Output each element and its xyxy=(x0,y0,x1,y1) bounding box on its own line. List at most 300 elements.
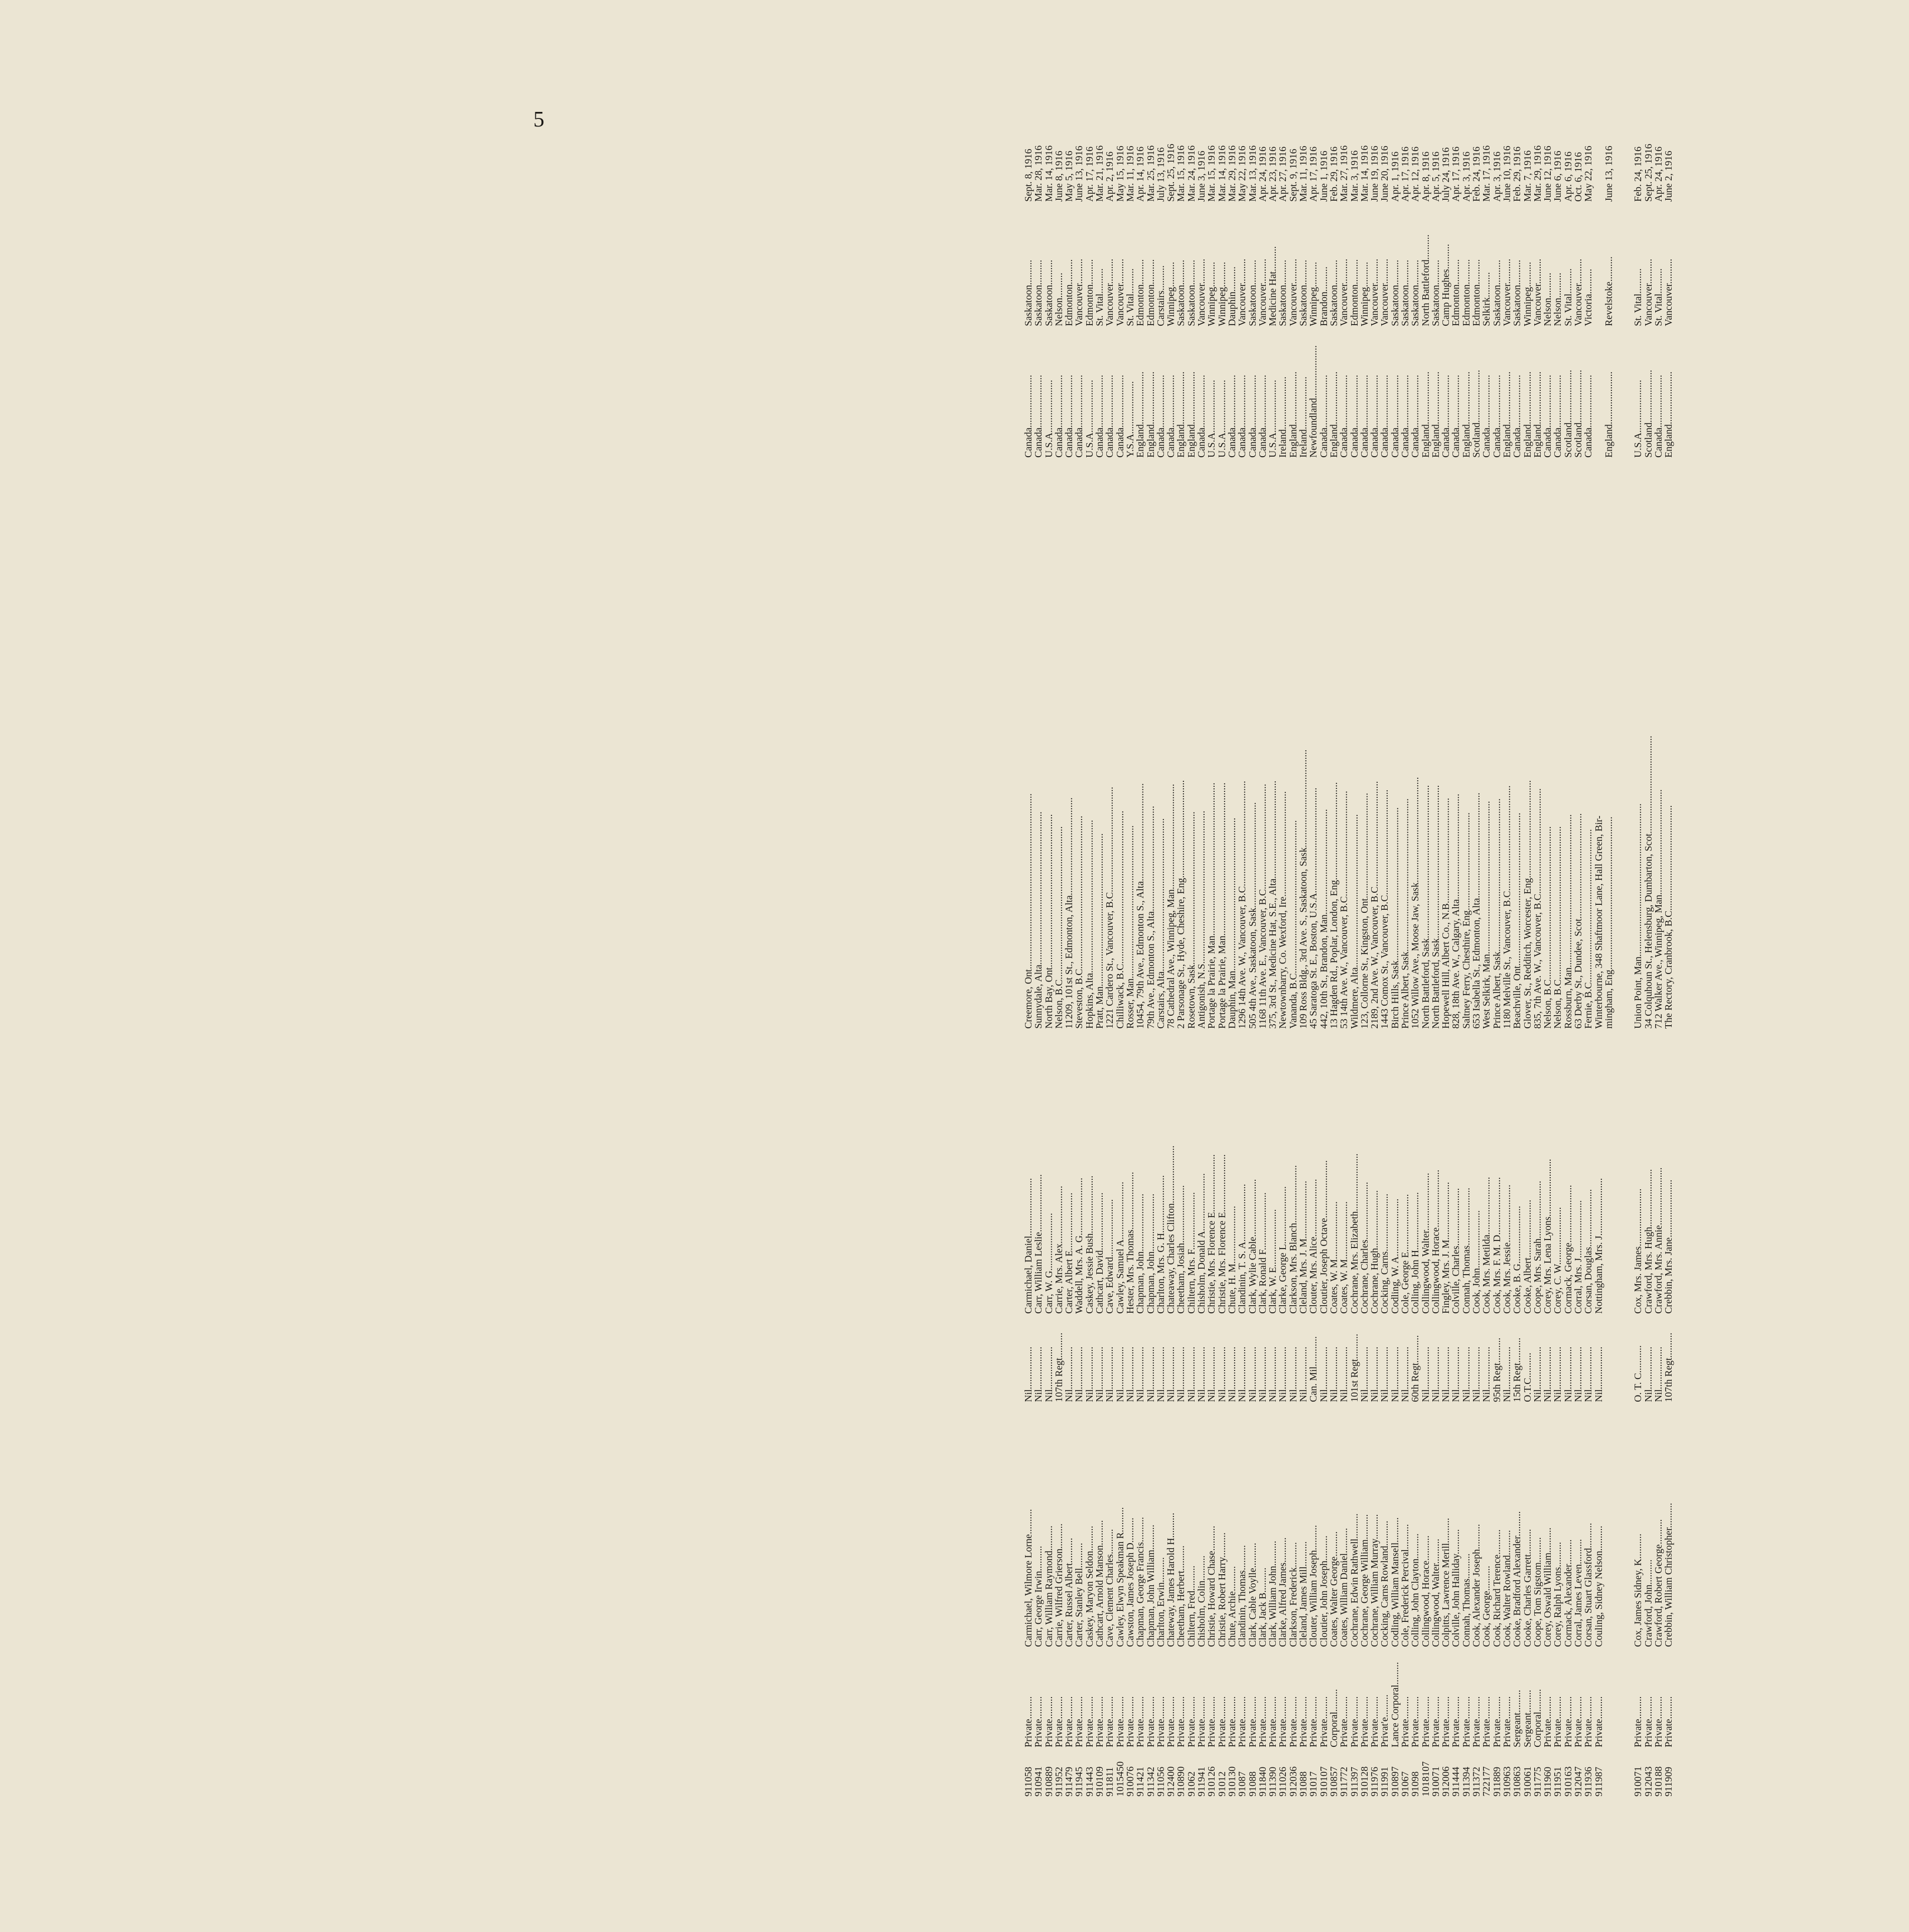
cell-date: Mar. 21, 1916 xyxy=(1094,145,1106,202)
cell-date: June 12, 1916 xyxy=(1542,146,1554,202)
table-row xyxy=(1268,128,1278,1797)
cell-kin: Clark, W. E....................... xyxy=(1267,1209,1279,1314)
cell-date: Mar. 15, 1916 xyxy=(1206,145,1218,202)
cell-num: 910863 xyxy=(1512,1766,1523,1797)
table-row xyxy=(1095,128,1105,1797)
cell-date: Oct. 6, 1916 xyxy=(1573,152,1584,202)
cell-ctry: Canada..................... xyxy=(1339,375,1350,458)
cell-num: 910941 xyxy=(1033,1766,1045,1797)
cell-date: Feb. 29, 1916 xyxy=(1328,147,1340,202)
cell-rank: Private......... xyxy=(1165,1696,1177,1747)
cell-kin: Codling, W. A....................... xyxy=(1389,1198,1401,1314)
cell-num: 91088 xyxy=(1298,1771,1309,1797)
cell-name: Carter, Russel Albert.......... xyxy=(1064,1538,1075,1647)
cell-rank: Private......... xyxy=(1562,1696,1574,1747)
cell-ctry: England..................... xyxy=(1176,371,1187,458)
cell-rank: Private......... xyxy=(1247,1696,1258,1747)
cell-date: Apr. 17, 1916 xyxy=(1399,147,1411,202)
cell-name: Cleland, James Mill.......... xyxy=(1298,1541,1309,1647)
cell-kin: Cook, Mrs. Jessie....................... xyxy=(1501,1184,1513,1314)
cell-ctry: Scotland..................... xyxy=(1471,370,1483,458)
cell-kin: Carrie, Mrs. Alex....................... xyxy=(1053,1186,1065,1314)
cell-date: Mar. 14, 1916 xyxy=(1043,145,1055,202)
cell-unit: Nil................. xyxy=(1064,1346,1075,1402)
cell-addr: 63 Derby St., Dundee, Scot.......................................... xyxy=(1573,813,1584,1029)
cell-rank: Private......... xyxy=(1491,1696,1503,1747)
cell-kin: Clarkson, Mrs. Blanch....................... xyxy=(1287,1165,1299,1314)
cell-addr: Nelson, B.C............................................................. xyxy=(1552,826,1564,1029)
cell-rank: Private......... xyxy=(1033,1696,1045,1747)
cell-place: Edmonton.......... xyxy=(1084,259,1095,326)
cell-place: Vancouver.......... xyxy=(1257,258,1268,326)
cell-rank: Private......... xyxy=(1471,1696,1483,1747)
cell-num: 911056 xyxy=(1155,1766,1166,1797)
cell-place: Brandon.......... xyxy=(1318,266,1330,326)
cell-ctry: England..................... xyxy=(1328,371,1340,458)
table-row xyxy=(1502,128,1512,1797)
cell-kin: Cave, Edward....................... xyxy=(1104,1199,1116,1314)
cell-rank: Private......... xyxy=(1053,1696,1065,1747)
cell-addr: Antigonish, N.S............................................................. xyxy=(1196,810,1208,1029)
cell-unit: Nil................. xyxy=(1267,1346,1279,1402)
cell-unit: Nil................. xyxy=(1359,1346,1370,1402)
cell-kin: Cheetham, Josiah....................... xyxy=(1176,1185,1187,1314)
cell-date: Apr. 3, 1916 xyxy=(1460,152,1472,202)
cell-ctry: Canada..................... xyxy=(1481,375,1493,458)
table-row xyxy=(1207,128,1217,1797)
cell-rank: Sergeant......... xyxy=(1512,1690,1523,1747)
table-row xyxy=(1064,128,1074,1797)
cell-date: Sept. 25, 1916 xyxy=(1643,144,1654,202)
table-row xyxy=(1410,128,1420,1797)
cell-addr: North Battleford, Sask............................................................. xyxy=(1420,785,1431,1029)
cell-addr: 2189, 2nd Ave. W., Vancouver, B.C.......................................... xyxy=(1369,781,1381,1029)
cell-addr: Sunnydale, Alta............................................................. xyxy=(1033,811,1045,1029)
cell-addr: Rossburn, Man............................................................. xyxy=(1562,814,1574,1029)
cell-unit: Nil................. xyxy=(1206,1346,1218,1402)
cell-rank: Private......... xyxy=(1186,1696,1197,1747)
cell-addr: Steveston, B.C............................................................. xyxy=(1074,815,1085,1029)
cell-kin: Fingley, Mrs. J. M....................... xyxy=(1440,1182,1452,1314)
cell-ctry: Scotland..................... xyxy=(1573,370,1584,458)
cell-unit: Nil................. xyxy=(1135,1346,1146,1402)
cell-unit: Nil................. xyxy=(1583,1346,1594,1402)
cell-rank: Private......... xyxy=(1094,1696,1106,1747)
cell-name: Cocking, Carns Rowland.......... xyxy=(1379,1521,1391,1647)
cell-ctry: England..................... xyxy=(1135,371,1146,458)
cell-rank: Private......... xyxy=(1074,1696,1085,1747)
cell-addr: Birch Hills, Sask............................................................. xyxy=(1389,807,1401,1029)
cell-addr: 1052 Willow Ave., Moose Jaw, Sask.......................................... xyxy=(1410,777,1421,1029)
cell-place: Selkirk.......... xyxy=(1481,272,1493,326)
cell-place: Vancouver.......... xyxy=(1339,258,1350,326)
cell-name: Cochrane, William Murray.......... xyxy=(1369,1514,1381,1647)
cell-addr: 13 Hagden Rd., Poplar, London, Eng....................................... xyxy=(1328,782,1340,1029)
cell-date: Mar. 13, 1916 xyxy=(1247,145,1258,202)
cell-date: June 1, 1916 xyxy=(1318,151,1330,202)
cell-kin: Waddell, Mrs. A. G....................... xyxy=(1074,1177,1085,1314)
cell-unit: Nil................. xyxy=(1653,1346,1664,1402)
cell-unit: Nil................. xyxy=(1573,1346,1584,1402)
cell-place: Vancouver.......... xyxy=(1196,258,1208,326)
cell-ctry: Canada..................... xyxy=(1369,375,1381,458)
table-row xyxy=(1604,128,1614,1797)
cell-ctry: Canada..................... xyxy=(1359,375,1370,458)
cell-rank: Private......... xyxy=(1104,1696,1116,1747)
table-row xyxy=(1319,128,1329,1797)
cell-unit: Nil................. xyxy=(1043,1346,1055,1402)
cell-ctry: Newfoundland..................... xyxy=(1308,345,1319,458)
cell-ctry: Canada..................... xyxy=(1155,375,1166,458)
cell-num: 911421 xyxy=(1135,1766,1146,1797)
cell-rank: Private......... xyxy=(1369,1696,1381,1747)
cell-unit: 107th Regt.......... xyxy=(1663,1332,1675,1402)
table-row xyxy=(1237,128,1247,1797)
cell-ctry: U.S.A..................... xyxy=(1633,379,1644,458)
cell-place: Vancouver.......... xyxy=(1074,258,1085,326)
cell-unit: Nil................. xyxy=(1104,1346,1116,1402)
cell-place: Vancouver.......... xyxy=(1237,258,1248,326)
cell-addr: 1168 11th Ave. E., Vancouver, B.C.......................................... xyxy=(1257,783,1268,1029)
cell-ctry: Canada..................... xyxy=(1410,375,1421,458)
cell-unit: Nil................. xyxy=(1593,1346,1604,1402)
cell-name: Carr, William Raymond.......... xyxy=(1043,1526,1055,1647)
cell-date: June 20, 1916 xyxy=(1379,146,1391,202)
cell-name: Carmichael, Wilmore Lorne.......... xyxy=(1023,1509,1034,1647)
cell-rank: Private......... xyxy=(1420,1696,1431,1747)
cell-addr: Newtownbarry, Co. Wexford, Ire.......................................... xyxy=(1277,791,1289,1029)
cell-date: Mar. 29, 1916 xyxy=(1226,145,1238,202)
cell-addr: Vananda, B.C............................................................. xyxy=(1287,820,1299,1029)
cell-unit: Nil................. xyxy=(1165,1346,1177,1402)
cell-ctry: Canada..................... xyxy=(1318,375,1330,458)
table-row xyxy=(1431,128,1441,1797)
cell-name: Chapman, John William.......... xyxy=(1145,1525,1156,1647)
cell-rank: Private......... xyxy=(1237,1696,1248,1747)
cell-rank: Private......... xyxy=(1216,1696,1228,1747)
cell-unit: Nil................. xyxy=(1369,1346,1381,1402)
table-row xyxy=(1492,128,1502,1797)
cell-kin: Corey, Mrs. Lena Lyons....................... xyxy=(1542,1159,1554,1314)
table-row xyxy=(1553,128,1563,1797)
table-row xyxy=(1350,128,1360,1797)
table-row xyxy=(1421,128,1431,1797)
cell-date: Feb. 24, 1916 xyxy=(1471,147,1483,202)
cell-date: Apr. 17, 1916 xyxy=(1084,147,1095,202)
cell-kin: Crawford, Mrs. Annie....................... xyxy=(1653,1167,1664,1314)
cell-name: Cox, James Sidney, K.......... xyxy=(1633,1534,1644,1647)
cell-kin: Carmichael, Daniel....................... xyxy=(1023,1178,1034,1314)
cell-unit: Nil................. xyxy=(1033,1346,1045,1402)
table-row xyxy=(1451,128,1461,1797)
cell-rank: Private......... xyxy=(1653,1696,1664,1747)
cell-name: Codling, William Mansell.......... xyxy=(1389,1517,1401,1647)
cell-name: Caskey, Maryon Seldon.......... xyxy=(1084,1526,1095,1647)
table-row xyxy=(1543,128,1553,1797)
cell-place: Saskatoon.......... xyxy=(1176,259,1187,326)
table-row xyxy=(1187,128,1197,1797)
cell-ctry: England..................... xyxy=(1145,371,1156,458)
cell-addr: Saltney Ferry, Chesthire, Eng....................................... xyxy=(1460,812,1472,1029)
cell-addr: 2 Parsonage St., Hyde, Cheshire, Eng....................................... xyxy=(1176,780,1187,1029)
table-row xyxy=(1400,128,1410,1797)
cell-date: June 6, 1916 xyxy=(1552,151,1564,202)
cell-addr: Dauphin, Man............................................................. xyxy=(1226,817,1238,1029)
cell-rank: Private......... xyxy=(1542,1696,1554,1747)
cell-place: St. Vital.......... xyxy=(1094,268,1106,326)
cell-place: St. Vital.......... xyxy=(1124,268,1136,326)
cell-ctry: Canada..................... xyxy=(1349,375,1360,458)
cell-addr: 375, 3rd St., Medicine Hat, S.E., Alta....................................... xyxy=(1267,780,1279,1029)
cell-name: Christie, Howard Chase.......... xyxy=(1206,1526,1218,1647)
cell-date: Apr. 12, 1916 xyxy=(1410,147,1421,202)
cell-name: Chisholm, Colin.......... xyxy=(1196,1555,1208,1647)
cell-ctry: Scotland..................... xyxy=(1643,370,1654,458)
cell-unit: Nil................. xyxy=(1247,1346,1258,1402)
cell-place: Saskatoon.......... xyxy=(1043,259,1055,326)
cell-kin: Collingwood, Horace....................... xyxy=(1430,1169,1441,1314)
cell-place: Winnipeg.......... xyxy=(1165,261,1177,326)
cell-place: North Battleford.......... xyxy=(1420,234,1431,326)
cell-kin: Connah, Thomas....................... xyxy=(1460,1187,1472,1314)
cell-date: June 3, 1916 xyxy=(1196,151,1208,202)
cell-place: St. Vital.......... xyxy=(1633,268,1644,326)
cell-rank: Private......... xyxy=(1145,1696,1156,1747)
cell-unit: Nil................. xyxy=(1287,1346,1299,1402)
cell-date: May 5, 1916 xyxy=(1064,151,1075,202)
cell-name: Clarke, Alfred James.......... xyxy=(1277,1537,1289,1647)
cell-place: Edmonton.......... xyxy=(1145,259,1156,326)
cell-kin: Corey, C. W....................... xyxy=(1552,1207,1564,1314)
cell-date: Apr. 5, 1916 xyxy=(1430,152,1441,202)
cell-date: Apr. 3, 1916 xyxy=(1491,152,1503,202)
cell-unit: Nil................. xyxy=(1176,1346,1187,1402)
cell-unit: Nil................. xyxy=(1318,1346,1330,1402)
cell-date: Mar. 15, 1916 xyxy=(1176,145,1187,202)
table-row xyxy=(1594,128,1604,1797)
cell-date: May 22, 1916 xyxy=(1237,146,1248,202)
cell-name: Chute, Archie.......... xyxy=(1226,1566,1238,1647)
cell-place: Vancouver.......... xyxy=(1114,258,1126,326)
cell-unit: Nil................. xyxy=(1328,1346,1340,1402)
cell-rank: Private......... xyxy=(1084,1696,1095,1747)
cell-addr: Portage la Prairie, Man............................................................. xyxy=(1216,782,1228,1029)
cell-unit: Nil................. xyxy=(1257,1346,1268,1402)
cell-date: Apr. 17, 1916 xyxy=(1450,147,1462,202)
cell-num: 910107 xyxy=(1318,1766,1330,1797)
cell-unit: Nil................. xyxy=(1226,1346,1238,1402)
cell-place: Vancouver.......... xyxy=(1643,258,1654,326)
table-row xyxy=(1054,128,1064,1797)
cell-ctry: Canada..................... xyxy=(1450,375,1462,458)
cell-unit: Nil................. xyxy=(1124,1346,1136,1402)
cell-place: Edmonton.......... xyxy=(1135,259,1146,326)
table-row xyxy=(1105,128,1115,1797)
cell-rank: Corporal......... xyxy=(1532,1689,1543,1747)
cell-name: Clarkson, Frederick.......... xyxy=(1287,1542,1299,1647)
cell-ctry: England..................... xyxy=(1420,371,1431,458)
cell-place: Edmonton.......... xyxy=(1450,259,1462,326)
cell-addr: Portage la Prairie, Man............................................................. xyxy=(1206,782,1218,1029)
cell-ctry: England..................... xyxy=(1460,371,1472,458)
cell-name: Charlton, Erwin.......... xyxy=(1155,1557,1166,1647)
cell-unit: Nil................. xyxy=(1023,1346,1034,1402)
table-row xyxy=(1034,128,1044,1797)
cell-place: Camp Hughes.......... xyxy=(1440,244,1452,326)
cell-unit: O. T. C........... xyxy=(1633,1345,1644,1402)
cell-unit: Nil................. xyxy=(1216,1346,1228,1402)
cell-addr: 1443 Comox St., Vancouver, B.C.......................................... xyxy=(1379,789,1391,1029)
cell-ctry: Canada..................... xyxy=(1399,375,1411,458)
cell-ctry: Canada..................... xyxy=(1033,375,1045,458)
cell-name: Corey, Ralph Lyons.......... xyxy=(1552,1542,1564,1647)
cell-unit: Nil................. xyxy=(1084,1346,1095,1402)
cell-ctry: U.S.A..................... xyxy=(1043,379,1055,458)
table-row xyxy=(1390,128,1400,1797)
cell-num: 912047 xyxy=(1573,1766,1584,1797)
cell-unit: 107th Regt.......... xyxy=(1053,1332,1065,1402)
cell-ctry: England..................... xyxy=(1501,371,1513,458)
cell-rank: Private......... xyxy=(1643,1696,1654,1747)
cell-name: Cook, George.......... xyxy=(1481,1566,1493,1647)
cell-name: Christie, Robert Harry.......... xyxy=(1216,1532,1228,1647)
table-row xyxy=(1166,128,1176,1797)
cell-kin: Coates, W. M....................... xyxy=(1328,1201,1340,1314)
cell-date: June 13, 1916 xyxy=(1603,146,1614,202)
cell-date: Mar. 11, 1916 xyxy=(1298,146,1309,202)
cell-kin: Carr, William Leslie....................... xyxy=(1033,1174,1045,1314)
cell-addr: 1221 Cardero St., Vancouver, B.C.......................................... xyxy=(1104,786,1116,1029)
cell-place: Saskatoon.......... xyxy=(1410,259,1421,326)
cell-place: Vancouver.......... xyxy=(1369,258,1381,326)
cell-addr: Union Point, Man............................................................. xyxy=(1633,803,1644,1029)
cell-name: Cheetham, Herbert.......... xyxy=(1176,1545,1187,1647)
cell-num: 911889 xyxy=(1491,1766,1503,1797)
cell-unit: Nil................. xyxy=(1277,1346,1289,1402)
cell-name: Corral, James Leven.......... xyxy=(1573,1539,1584,1647)
cell-addr: 828, 18th Ave. W., Calgary, Alta.......................................... xyxy=(1450,793,1462,1029)
cell-name: Connah, Thomas.......... xyxy=(1460,1553,1472,1647)
cell-kin: Cleland, Mrs. J. M....................... xyxy=(1298,1181,1309,1314)
cell-addr: Prince Albert, Sask............................................................. xyxy=(1399,798,1411,1029)
cell-kin: Hester, Mrs. Thomas....................... xyxy=(1124,1172,1136,1314)
cell-addr: 11209, 101st St., Edmonton, Alta....................................... xyxy=(1064,797,1075,1029)
cell-place: Saskatoon.......... xyxy=(1430,259,1441,326)
cell-name: Clark, William John.......... xyxy=(1267,1541,1279,1647)
cell-place: Saskatoon.......... xyxy=(1247,259,1258,326)
cell-name: Crebbin, William Christopher.......... xyxy=(1663,1502,1675,1647)
cell-unit: Nil................. xyxy=(1399,1346,1411,1402)
table-row xyxy=(1329,128,1339,1797)
cell-num: 911840 xyxy=(1257,1766,1268,1797)
cell-rank: Private......... xyxy=(1633,1696,1644,1747)
cell-date: July 13, 1916 xyxy=(1155,147,1166,202)
table-row xyxy=(1583,128,1593,1797)
cell-addr: 442, 10th St., Brandon, Man.......................................... xyxy=(1318,809,1330,1029)
cell-addr: 1180 Melville St., Vancouver, B.C.......................................... xyxy=(1501,785,1513,1029)
cell-ctry: England..................... xyxy=(1430,371,1441,458)
cell-rank: Private......... xyxy=(1287,1696,1299,1747)
cell-num: 911397 xyxy=(1349,1766,1360,1797)
table-row xyxy=(1044,128,1054,1797)
cell-rank: Private......... xyxy=(1196,1696,1208,1747)
cell-place: Vancouver.......... xyxy=(1573,258,1584,326)
cell-kin: Chapman, John....................... xyxy=(1145,1193,1156,1314)
cell-name: Colville, John Halliday.......... xyxy=(1450,1529,1462,1647)
table-row xyxy=(1115,128,1125,1797)
cell-num: 911775 xyxy=(1532,1766,1543,1797)
cell-ctry: Canada..................... xyxy=(1389,375,1401,458)
cell-name: Crawford, Robert George.......... xyxy=(1653,1519,1664,1647)
cell-kin: Cook, John....................... xyxy=(1471,1210,1483,1314)
cell-name: Clark, Jack B.......... xyxy=(1257,1567,1268,1647)
cell-num: 911443 xyxy=(1084,1766,1095,1797)
cell-addr: 53 14th Ave. W., Vancouver, B.C.......................................... xyxy=(1339,790,1350,1029)
cell-date: Mar. 14, 1916 xyxy=(1359,145,1370,202)
cell-num: 1018107 xyxy=(1420,1761,1431,1797)
cell-num: 910128 xyxy=(1359,1766,1370,1797)
cell-ctry: Canada..................... xyxy=(1491,375,1503,458)
cell-addr: North Bay, Ont............................................................. xyxy=(1043,814,1055,1029)
cell-place: Saskatoon.......... xyxy=(1328,259,1340,326)
cell-date: June 19, 1916 xyxy=(1369,146,1381,202)
cell-unit: Nil................. xyxy=(1237,1346,1248,1402)
cell-ctry: Canada..................... xyxy=(1583,375,1594,458)
cell-addr: Rosetown, Sask............................................................. xyxy=(1186,811,1197,1029)
table-row xyxy=(1156,128,1166,1797)
cell-num: 91012 xyxy=(1216,1771,1228,1797)
cell-date: June 13, 1916 xyxy=(1074,146,1085,202)
cell-ctry: Canada..................... xyxy=(1552,375,1564,458)
table-row xyxy=(1461,128,1472,1797)
cell-date: Apr. 6, 1916 xyxy=(1562,152,1574,202)
cell-rank: Private......... xyxy=(1552,1696,1564,1747)
cell-name: Cawston, James Joseph D.......... xyxy=(1124,1517,1136,1647)
cell-num: 910897 xyxy=(1389,1766,1401,1797)
cell-kin: Corsan, Douglas....................... xyxy=(1583,1189,1594,1314)
cell-kin: Crawford, Mrs. Hugh....................... xyxy=(1643,1169,1654,1314)
cell-num: 911058 xyxy=(1023,1766,1034,1797)
cell-kin: Charlton, Mrs. G. H....................... xyxy=(1155,1175,1166,1314)
cell-rank: Private......... xyxy=(1481,1696,1493,1747)
cell-num: 910076 xyxy=(1124,1766,1136,1797)
cell-num: 910889 xyxy=(1043,1766,1055,1797)
table-row xyxy=(1217,128,1227,1797)
table-row xyxy=(1523,128,1533,1797)
cell-kin: Caskey, Jessie Bush....................... xyxy=(1084,1175,1095,1314)
cell-name: Corey, Oswald William.......... xyxy=(1542,1527,1554,1647)
cell-name: Cook, Walter Rowland.......... xyxy=(1501,1530,1513,1647)
cell-rank: Privat'e......... xyxy=(1379,1694,1391,1747)
cell-num: 91017 xyxy=(1308,1771,1319,1797)
cell-rank: Private......... xyxy=(1410,1696,1421,1747)
cell-unit: Nil................. xyxy=(1532,1346,1543,1402)
cell-num: 911026 xyxy=(1277,1766,1289,1797)
cell-unit: Nil................. xyxy=(1460,1346,1472,1402)
cell-unit: Can. Mil............ xyxy=(1308,1336,1319,1402)
cell-place: Vancouver.......... xyxy=(1501,258,1513,326)
cell-addr: 505 4th Ave., Saskatoon, Sask.......................................... xyxy=(1247,802,1258,1029)
cell-kin: Christie, Mrs. Florence E....................... xyxy=(1216,1154,1228,1314)
cell-place: Vancouver.......... xyxy=(1104,258,1116,326)
cell-rank: Private......... xyxy=(1501,1696,1513,1747)
cell-addr: 123, Collorne St., Kingston, Ont.......................................... xyxy=(1359,792,1370,1029)
cell-kin: Cormack, George....................... xyxy=(1562,1185,1574,1314)
cell-name: Cooke, Charles Garrett.......... xyxy=(1522,1529,1533,1647)
cell-ctry: Canada..................... xyxy=(1114,375,1126,458)
cell-addr: Rosser, Man............................................................. xyxy=(1124,825,1136,1029)
cell-rank: Private......... xyxy=(1440,1696,1452,1747)
